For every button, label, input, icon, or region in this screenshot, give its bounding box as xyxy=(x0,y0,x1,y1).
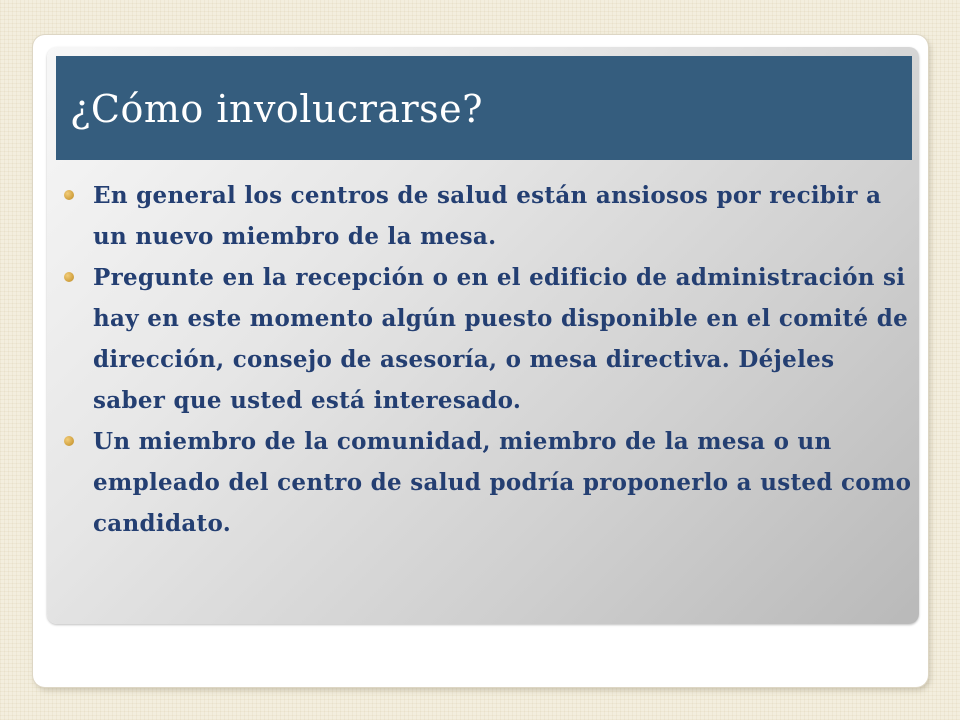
bullet-list xyxy=(62,175,912,544)
title-bar xyxy=(56,56,912,160)
bullet-item xyxy=(62,421,912,544)
bullet-text: En general los centros de salud están ansiosos por recibir a un nuevo miembro de la mesa. xyxy=(93,182,882,250)
slide-title: ¿Cómo involucrarse? xyxy=(70,87,484,131)
bullet-dot-icon xyxy=(64,190,74,200)
bullet-dot-icon xyxy=(64,272,74,282)
bullet-item xyxy=(62,257,912,421)
bullet-item xyxy=(62,175,912,257)
bullet-text: Un miembro de la comunidad, miembro de la mesa o un empleado del centro de salud podría proponerlo a usted como candidato. xyxy=(93,428,912,537)
bullet-text: Pregunte en la recepción o en el edificio de administración si hay en este momento algún puesto disponible en el comité de dirección, consejo de asesoría, o mesa directiva. Déjeles saber que usted está interesado. xyxy=(93,264,909,414)
bullet-dot-icon xyxy=(64,436,74,446)
